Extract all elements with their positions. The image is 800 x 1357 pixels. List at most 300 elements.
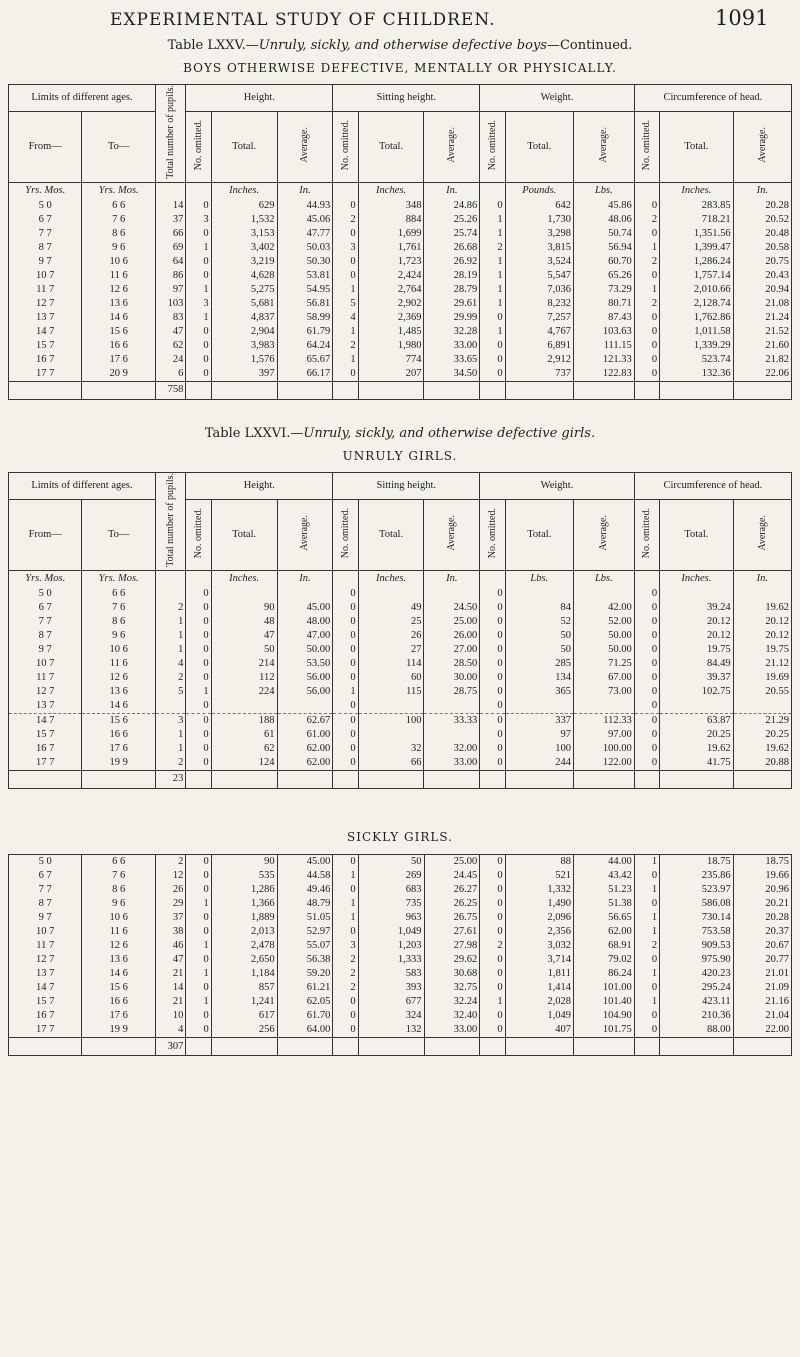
table-cell: 0	[634, 339, 659, 353]
table-cell: 71.25	[573, 657, 634, 671]
empty-cell	[186, 381, 211, 399]
table-cell: 3,219	[211, 255, 277, 269]
table-cell: 1,332	[505, 883, 573, 897]
table-cell: 3,298	[505, 227, 573, 241]
table-cell: 0	[480, 643, 505, 657]
table-cell: 20.12	[660, 615, 733, 629]
empty-cell	[211, 1038, 277, 1056]
table-cell: 67.00	[573, 671, 634, 685]
table-cell: 15 7	[9, 339, 82, 353]
table-cell: 8 6	[82, 615, 155, 629]
table-cell: 2	[634, 213, 659, 227]
table-cell: 53.50	[277, 657, 333, 671]
unit-cell	[480, 182, 505, 199]
table-cell: 101.40	[573, 995, 634, 1009]
table-cell: 0	[186, 255, 211, 269]
table-cell: 0	[333, 367, 358, 382]
from-header: From—	[9, 111, 82, 182]
table-cell: 17 6	[82, 1009, 155, 1023]
table-cell: 21.82	[733, 353, 791, 367]
table-cell: 27.00	[424, 643, 480, 657]
empty-cell	[277, 770, 333, 788]
table-cell: 13 7	[9, 967, 82, 981]
table-cell: 0	[634, 601, 659, 615]
table-cell: 14 6	[82, 699, 155, 714]
circumference-header: Circumference of head.	[634, 473, 791, 500]
table-cell: 132	[358, 1023, 424, 1038]
unit-cell: In.	[733, 182, 791, 199]
table-cell: 25.26	[424, 213, 480, 227]
table-cell: 1,184	[211, 967, 277, 981]
table-76-caption	[0, 426, 800, 441]
table-cell: 14	[155, 981, 185, 995]
empty-cell	[573, 1038, 634, 1056]
table-cell: 2,650	[211, 953, 277, 967]
table-cell: 1,761	[358, 241, 424, 255]
table-cell: 16 7	[9, 742, 82, 756]
table-cell	[277, 587, 333, 601]
table-cell: 4	[333, 311, 358, 325]
table-cell: 1	[155, 615, 185, 629]
table-cell: 1	[333, 353, 358, 367]
empty-cell	[358, 1038, 424, 1056]
table-cell: 5	[155, 685, 185, 699]
total-header: Total.	[211, 111, 277, 182]
table-cell: 1,011.58	[660, 325, 733, 339]
table-cell: 677	[358, 995, 424, 1009]
table-cell: 16 6	[82, 339, 155, 353]
table-cell: 0	[480, 339, 505, 353]
empty-cell	[186, 1038, 211, 1056]
table-cell: 20.28	[733, 911, 791, 925]
table-cell: 21.04	[733, 1009, 791, 1023]
table-cell: 0	[634, 713, 659, 728]
total-pupils-header	[155, 473, 185, 571]
table-cell: 244	[505, 756, 573, 771]
table-cell: 0	[480, 953, 505, 967]
empty-cell	[333, 381, 358, 399]
table-cell: 11 7	[9, 939, 82, 953]
table-cell: 61.00	[277, 728, 333, 742]
table-cell: 50.00	[277, 643, 333, 657]
table-cell: 1	[333, 897, 358, 911]
table-row	[9, 587, 792, 601]
table-cell: 8 7	[9, 241, 82, 255]
table-cell: 0	[333, 671, 358, 685]
table-cell: 28.75	[424, 685, 480, 699]
table-cell: 5,547	[505, 269, 573, 283]
table-cell: 13 6	[82, 685, 155, 699]
table-cell	[660, 587, 733, 601]
table-cell: 17 7	[9, 756, 82, 771]
table-cell: 39.37	[660, 671, 733, 685]
average-header	[733, 111, 791, 182]
table-cell: 5 0	[9, 199, 82, 213]
table-cell: 41.75	[660, 756, 733, 771]
table-cell: 0	[186, 643, 211, 657]
table-cell: 1,333	[358, 953, 424, 967]
table-cell: 62.00	[573, 925, 634, 939]
table-cell: 629	[211, 199, 277, 213]
table-cell: 111.15	[573, 339, 634, 353]
table-cell: 52.97	[277, 925, 333, 939]
table-cell: 2,010.66	[660, 283, 733, 297]
table-cell: 12 6	[82, 939, 155, 953]
table-cell: 50	[505, 643, 573, 657]
unit-cell	[186, 570, 211, 587]
table-cell: 11 6	[82, 925, 155, 939]
table-75-caption	[0, 38, 800, 53]
table-cell: 64	[155, 255, 185, 269]
table-cell: 14 6	[82, 967, 155, 981]
average-header	[424, 111, 480, 182]
table-cell: 115	[358, 685, 424, 699]
sickly-girls-subtitle: SICKLY GIRLS.	[347, 830, 453, 844]
table-cell: 324	[358, 1009, 424, 1023]
table-cell: 1,980	[358, 339, 424, 353]
table-cell: 14 7	[9, 981, 82, 995]
table-cell: 224	[211, 685, 277, 699]
table-cell: 7 6	[82, 601, 155, 615]
unit-cell: Yrs. Mos.	[82, 182, 155, 199]
table-cell: 37	[155, 911, 185, 925]
table-cell: 16 6	[82, 995, 155, 1009]
table-cell: 1	[480, 325, 505, 339]
table-cell: 2	[480, 241, 505, 255]
table-row	[9, 255, 792, 269]
table-cell: 83	[155, 311, 185, 325]
table-cell: 0	[480, 855, 505, 870]
table-cell: 11 7	[9, 671, 82, 685]
table-cell: 19.75	[660, 643, 733, 657]
table-cell: 1	[186, 939, 211, 953]
table-cell: 1	[634, 925, 659, 939]
unit-cell: In.	[733, 570, 791, 587]
table-cell	[424, 587, 480, 601]
empty-cell	[505, 770, 573, 788]
table-cell: 0	[634, 643, 659, 657]
table-cell: 20.67	[733, 939, 791, 953]
table-75-title: Unruly, sickly, and otherwise defective boys—	[258, 38, 560, 53]
table-cell: 0	[186, 325, 211, 339]
table-cell: 6 6	[82, 199, 155, 213]
table-cell: 884	[358, 213, 424, 227]
table-cell: 0	[186, 615, 211, 629]
table-cell: 52.00	[573, 615, 634, 629]
table-cell: 47	[211, 629, 277, 643]
table-cell: 3,153	[211, 227, 277, 241]
table-cell: 7,036	[505, 283, 573, 297]
table-cell: 0	[634, 742, 659, 756]
table-cell: 10	[155, 1009, 185, 1023]
table-cell: 44.93	[277, 199, 333, 213]
table-cell: 4,767	[505, 325, 573, 339]
table-row	[9, 995, 792, 1009]
no-omitted-header-text: No. omitted.	[486, 508, 498, 559]
table-cell: 0	[634, 325, 659, 339]
unit-cell: Pounds.	[505, 182, 573, 199]
table-cell: 39.24	[660, 601, 733, 615]
total-row	[9, 381, 792, 399]
table-cell: 0	[634, 685, 659, 699]
table-cell: 0	[186, 587, 211, 601]
table-cell: 0	[480, 925, 505, 939]
table-cell: 8 6	[82, 883, 155, 897]
table-cell	[211, 699, 277, 714]
table-cell: 0	[634, 1009, 659, 1023]
table-cell: 10 7	[9, 269, 82, 283]
table-cell: 26	[155, 883, 185, 897]
table-cell: 0	[634, 657, 659, 671]
table-cell: 12 6	[82, 671, 155, 685]
table-cell: 46	[155, 939, 185, 953]
unit-cell: In.	[424, 182, 480, 199]
table-cell: 1,485	[358, 325, 424, 339]
page-number: 1091	[715, 6, 769, 30]
table-cell: 29.99	[424, 311, 480, 325]
table-cell: 5 0	[9, 855, 82, 870]
table-cell: 26.00	[424, 629, 480, 643]
table-cell: 0	[186, 657, 211, 671]
table-cell: 88	[505, 855, 573, 870]
table-cell: 68.91	[573, 939, 634, 953]
table-row	[9, 297, 792, 311]
table-row	[9, 1009, 792, 1023]
table-cell: 62.05	[277, 995, 333, 1009]
empty-cell	[82, 1038, 155, 1056]
table-cell: 207	[358, 367, 424, 382]
table-cell: 1,730	[505, 213, 573, 227]
table-cell: 20.12	[733, 629, 791, 643]
table-cell	[733, 587, 791, 601]
total-header: Total.	[211, 499, 277, 570]
table-cell: 1,049	[358, 925, 424, 939]
table-cell: 25.00	[424, 855, 480, 870]
table-cell: 12 7	[9, 685, 82, 699]
table-cell: 50	[211, 643, 277, 657]
table-cell: 3	[155, 713, 185, 728]
table-cell: 90	[211, 601, 277, 615]
limits-header: Limits of different ages.	[9, 85, 156, 112]
table-cell: 3,524	[505, 255, 573, 269]
table-cell: 0	[480, 1009, 505, 1023]
table-cell: 51.23	[573, 883, 634, 897]
empty-cell	[634, 381, 659, 399]
table-cell: 20.48	[733, 227, 791, 241]
table-cell: 1	[155, 742, 185, 756]
table-cell: 2	[333, 967, 358, 981]
table-cell: 7 7	[9, 615, 82, 629]
table-cell: 62.00	[277, 742, 333, 756]
table-cell: 45.00	[277, 601, 333, 615]
table-cell	[660, 699, 733, 714]
empty-cell	[480, 381, 505, 399]
units-row	[9, 182, 792, 199]
table-cell: 62	[211, 742, 277, 756]
no-omitted-header-text: No. omitted.	[339, 120, 351, 171]
table-cell: 2,912	[505, 353, 573, 367]
table-cell: 0	[186, 699, 211, 714]
table-cell	[573, 587, 634, 601]
table-cell: 0	[333, 657, 358, 671]
table-cell: 112	[211, 671, 277, 685]
total-pupils-header-text: Total number of pupils.	[165, 473, 177, 567]
table-cell: 6,891	[505, 339, 573, 353]
table-cell: 0	[186, 339, 211, 353]
from-header: From—	[9, 499, 82, 570]
table-cell: 33.33	[424, 713, 480, 728]
table-cell: 17 7	[9, 367, 82, 382]
table-cell: 0	[480, 199, 505, 213]
table-cell: 29.62	[424, 953, 480, 967]
table-cell: 13 6	[82, 953, 155, 967]
table-cell: 0	[186, 953, 211, 967]
table-cell: 51.05	[277, 911, 333, 925]
table-cell: 0	[634, 587, 659, 601]
table-cell: 3,714	[505, 953, 573, 967]
table-cell: 730.14	[660, 911, 733, 925]
average-header	[573, 111, 634, 182]
table-cell: 44.00	[573, 855, 634, 870]
table-cell: 1,699	[358, 227, 424, 241]
table-cell: 1	[186, 685, 211, 699]
table-row	[9, 283, 792, 297]
table-cell: 1,762.86	[660, 311, 733, 325]
table-cell: 21.52	[733, 325, 791, 339]
table-cell: 0	[333, 925, 358, 939]
table-cell: 30.00	[424, 671, 480, 685]
table-row	[9, 728, 792, 742]
table-cell: 1,811	[505, 967, 573, 981]
table-cell: 61.79	[277, 325, 333, 339]
table-cell: 0	[634, 728, 659, 742]
table-cell: 47.00	[277, 629, 333, 643]
table-cell: 16 7	[9, 353, 82, 367]
table-cell: 19.62	[733, 601, 791, 615]
table-cell: 1	[634, 241, 659, 255]
table-cell: 0	[186, 855, 211, 870]
table-cell: 0	[480, 685, 505, 699]
table-cell: 0	[480, 671, 505, 685]
table-cell: 21.09	[733, 981, 791, 995]
height-header: Height.	[186, 85, 333, 112]
table-cell: 124	[211, 756, 277, 771]
height-header: Height.	[186, 473, 333, 500]
table-cell: 256	[211, 1023, 277, 1038]
table-cell: 523.74	[660, 353, 733, 367]
table-cell: 0	[634, 615, 659, 629]
table-cell: 0	[186, 1009, 211, 1023]
unit-cell	[634, 570, 659, 587]
empty-cell	[480, 1038, 505, 1056]
table-row	[9, 367, 792, 382]
table-cell: 1,399.47	[660, 241, 733, 255]
table-cell: 84.49	[660, 657, 733, 671]
table-cell: 62.00	[277, 756, 333, 771]
table-cell	[573, 699, 634, 714]
table-cell: 20 9	[82, 367, 155, 382]
table-cell: 60	[358, 671, 424, 685]
table-cell: 56.38	[277, 953, 333, 967]
table-cell: 1,241	[211, 995, 277, 1009]
table-cell: 521	[505, 869, 573, 883]
table-cell: 337	[505, 713, 573, 728]
table-cell: 397	[211, 367, 277, 382]
table-cell: 0	[480, 699, 505, 714]
table-cell: 1,723	[358, 255, 424, 269]
table-cell: 0	[186, 742, 211, 756]
table-cell	[358, 728, 424, 742]
table-cell: 33.00	[424, 756, 480, 771]
table-row	[9, 325, 792, 339]
table-row	[9, 269, 792, 283]
table-cell: 20.94	[733, 283, 791, 297]
table-76-label: Table LXXVI.—	[204, 426, 304, 441]
table-row	[9, 953, 792, 967]
table-cell: 9 7	[9, 255, 82, 269]
table-cell: 0	[333, 643, 358, 657]
table-cell: 66	[155, 227, 185, 241]
table-cell: 21.16	[733, 995, 791, 1009]
limits-header: Limits of different ages.	[9, 473, 156, 500]
table-cell: 37	[155, 213, 185, 227]
table-row	[9, 657, 792, 671]
table-cell: 3	[186, 213, 211, 227]
table-cell: 15 6	[82, 325, 155, 339]
no-omitted-header	[480, 111, 505, 182]
table-cell: 49.46	[277, 883, 333, 897]
table-cell: 24.86	[424, 199, 480, 213]
table-row	[9, 601, 792, 615]
table-cell: 26.25	[424, 897, 480, 911]
table-cell: 44.58	[277, 869, 333, 883]
table-cell: 774	[358, 353, 424, 367]
table-cell: 0	[333, 713, 358, 728]
table-cell: 0	[634, 1023, 659, 1038]
table-cell: 19.69	[733, 671, 791, 685]
table-cell: 0	[186, 981, 211, 995]
table-cell: 909.53	[660, 939, 733, 953]
table-cell: 3	[186, 297, 211, 311]
table-cell: 1	[480, 213, 505, 227]
empty-cell	[9, 770, 82, 788]
table-cell: 14 7	[9, 713, 82, 728]
table-cell: 32.28	[424, 325, 480, 339]
table-cell: 0	[480, 728, 505, 742]
table-cell: 58.99	[277, 311, 333, 325]
table-row	[9, 897, 792, 911]
table-cell: 1	[333, 283, 358, 297]
table-cell: 104.90	[573, 1009, 634, 1023]
unit-cell: Lbs.	[505, 570, 573, 587]
table-cell: 9 6	[82, 897, 155, 911]
table-cell: 100.00	[573, 742, 634, 756]
total-pupils-header	[155, 85, 185, 183]
table-cell: 13 7	[9, 699, 82, 714]
unit-cell: Inches.	[358, 570, 424, 587]
empty-cell	[211, 381, 277, 399]
table-cell: 365	[505, 685, 573, 699]
table-cell: 13 7	[9, 311, 82, 325]
table-cell: 97	[155, 283, 185, 297]
table-cell: 14	[155, 199, 185, 213]
table-cell: 975.90	[660, 953, 733, 967]
table-cell: 17 7	[9, 1023, 82, 1038]
average-header-text: Average.	[756, 127, 768, 164]
table-cell: 50.03	[277, 241, 333, 255]
table-cell: 28.79	[424, 283, 480, 297]
table-cell	[505, 699, 573, 714]
